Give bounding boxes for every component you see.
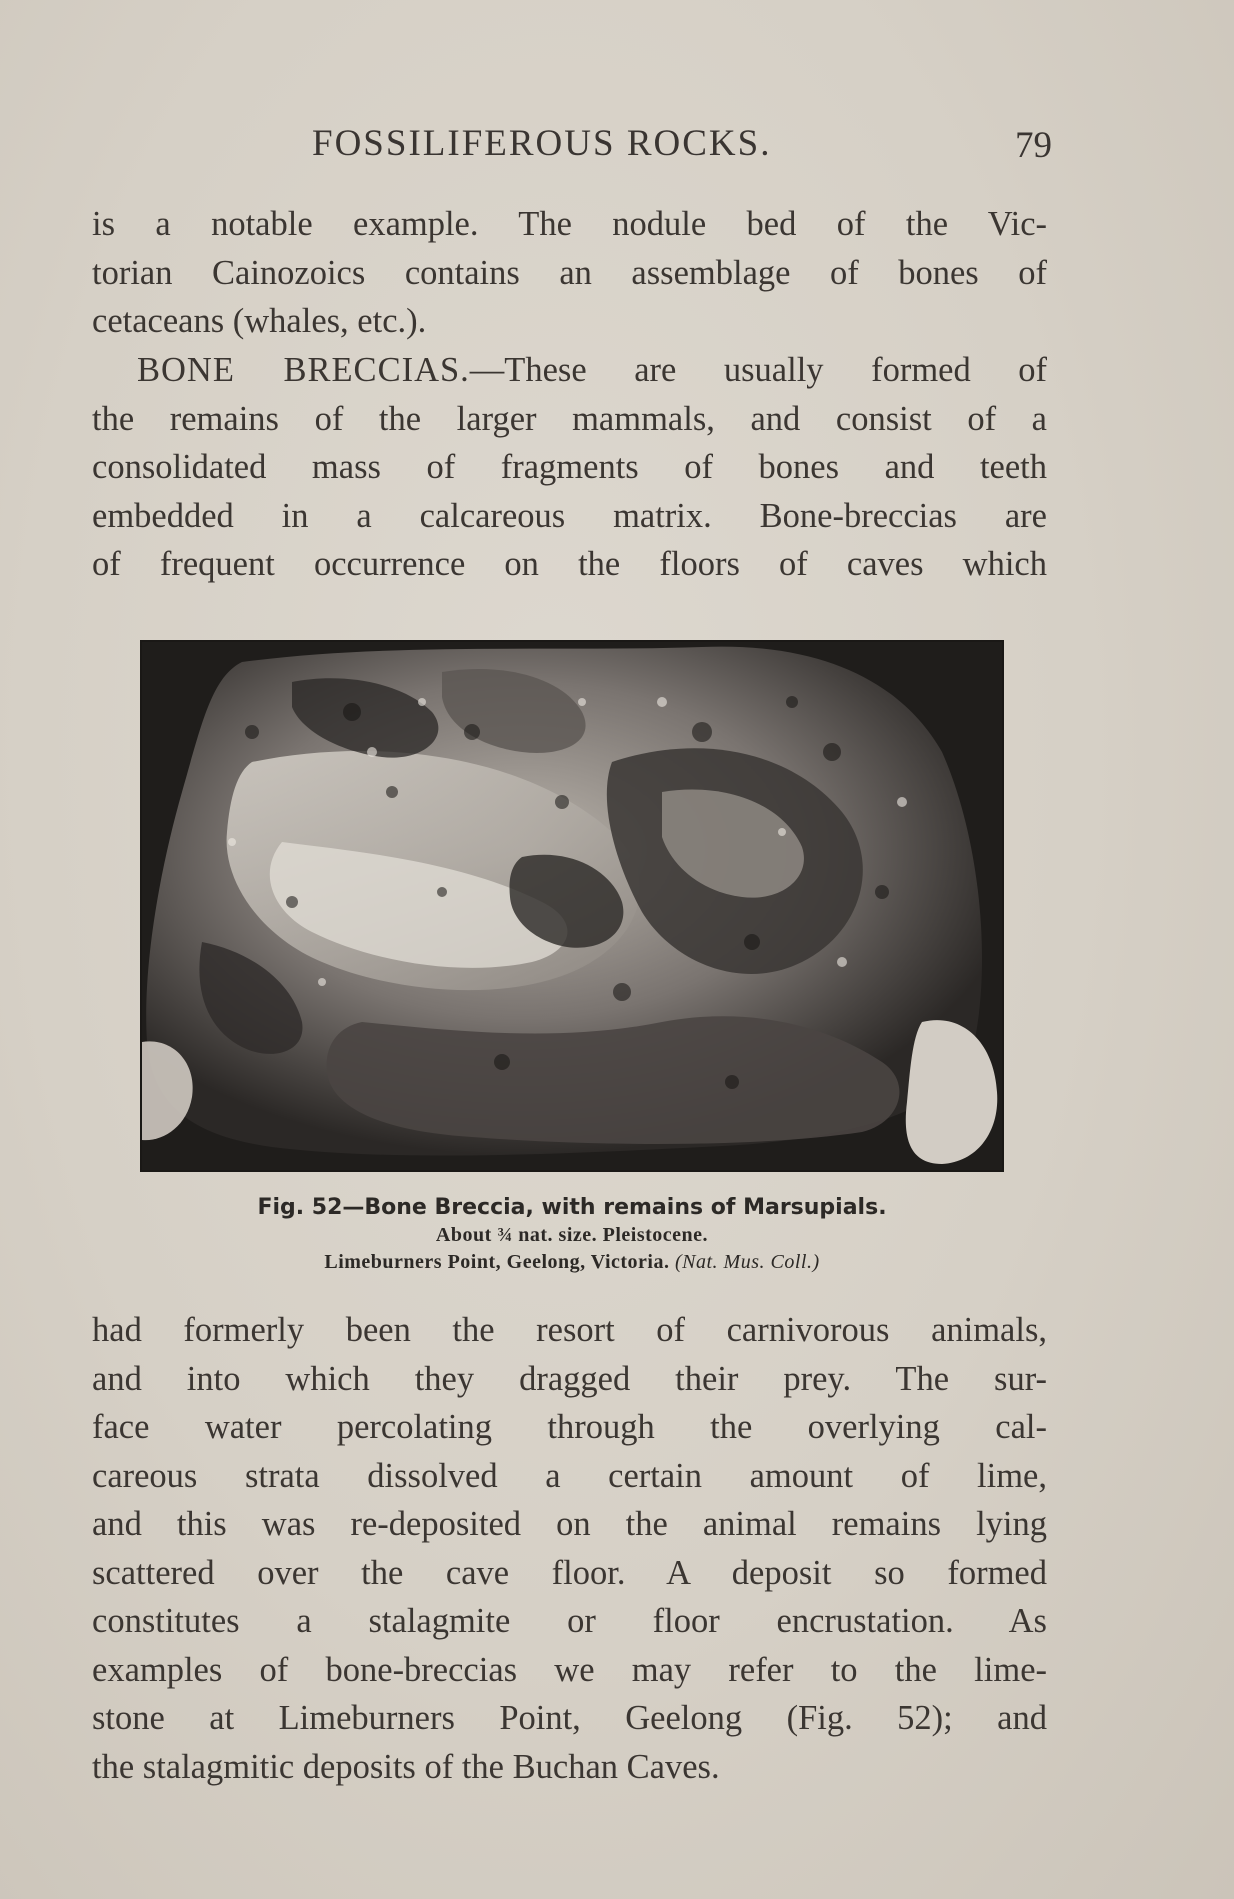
figure-caption-title: Fig. 52—Bone Breccia, with remains of Marsupials. <box>257 1195 887 1220</box>
caption-collection-text: (Nat. Mus. Coll.) <box>675 1251 820 1273</box>
text-line: stone at Limeburners Point, Geelong (Fig. 52); and <box>92 1699 1047 1737</box>
bone-breccia-photo <box>142 642 1002 1170</box>
text-line: cetaceans (whales, etc.). <box>92 302 427 340</box>
text-line: the stalagmitic deposits of the Buchan Caves. <box>92 1747 720 1786</box>
section-heading: BONE BRECCIAS. <box>137 351 470 389</box>
text-line: and this was re-deposited on the animal remains lying <box>92 1505 1047 1543</box>
running-head: FOSSILIFEROUS ROCKS. <box>312 123 772 164</box>
text-line: constitutes a stalagmite or floor encrustation. As <box>92 1602 1047 1640</box>
text-line <box>92 346 1047 395</box>
paragraph-nodule-bed <box>92 200 1047 346</box>
text-line: scattered over the cave floor. A deposit so formed <box>92 1553 1047 1592</box>
figure-caption-locality <box>140 1251 1004 1274</box>
text-line: and into which they dragged their prey. The sur- <box>92 1359 1047 1398</box>
figure-photograph <box>140 640 1004 1172</box>
text-line: of frequent occurrence on the floors of caves which <box>92 545 1047 583</box>
text-line: is a notable example. The nodule bed of the Vic- <box>92 205 1047 243</box>
text-line: consolidated mass of fragments of bones and teeth <box>92 448 1047 486</box>
page-number: 79 <box>1015 125 1052 166</box>
heading-continuation: —These are usually formed of <box>469 351 1047 389</box>
text-line: torian Cainozoics contains an assemblage of bones of <box>92 253 1047 292</box>
text-line: embedded in a calcareous matrix. Bone-breccias are <box>92 496 1047 535</box>
text-line: the remains of the larger mammals, and consist of a <box>92 399 1047 438</box>
paragraph-bone-breccias <box>92 346 1047 589</box>
text-line: careous strata dissolved a certain amount of lime, <box>92 1456 1047 1495</box>
paragraph-caves <box>92 1306 1047 1791</box>
text-line: face water percolating through the overlying cal- <box>92 1408 1047 1446</box>
text-line: examples of bone-breccias we may refer to the lime- <box>92 1650 1047 1689</box>
page-header <box>92 122 1052 172</box>
caption-locality-text: Limeburners Point, Geelong, Victoria. <box>324 1251 675 1273</box>
text-line: had formerly been the resort of carnivorous animals, <box>92 1311 1047 1349</box>
figure-caption-scale: About ¾ nat. size. Pleistocene. <box>435 1224 709 1246</box>
